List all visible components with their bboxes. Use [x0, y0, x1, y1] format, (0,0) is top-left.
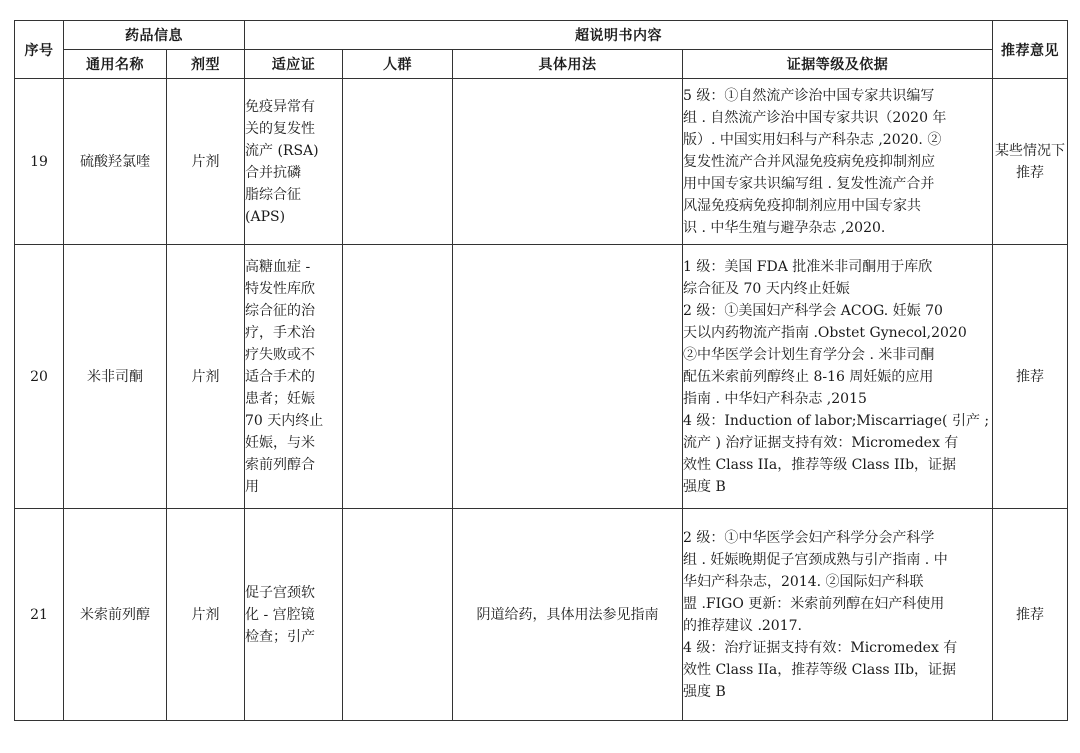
- evidence-line: 效性 Class IIa，推荐等级 Class IIb，证据: [683, 661, 957, 678]
- header-usage: 具体用法: [453, 50, 683, 79]
- header-seq: 序号: [15, 21, 64, 79]
- row-population: [343, 509, 453, 721]
- indication-line: 高糖血症 -: [245, 258, 311, 275]
- indication-line: 合并抗磷: [245, 164, 301, 181]
- evidence-line: 盟 .FIGO 更新：米索前列醇在妇产科使用: [683, 595, 945, 612]
- indication-line: (APS): [245, 208, 286, 225]
- evidence-line: 华妇产科杂志，2014. ②国际妇产科联: [683, 573, 924, 590]
- indication-line: 脂综合征: [245, 186, 301, 203]
- evidence-line: 配伍米索前列醇终止 8-16 周妊娠的应用: [683, 368, 934, 385]
- evidence-line: 指南 . 中华妇产科杂志 ,2015: [683, 390, 867, 407]
- row-recommendation: 推荐: [993, 245, 1068, 509]
- indication-line: 促子宫颈软: [245, 584, 315, 601]
- evidence-line: 1 级：美国 FDA 批准米非司酮用于库欣: [683, 258, 933, 275]
- evidence-line: ②中华医学会计划生育学分会 . 米非司酮: [683, 346, 935, 363]
- evidence-line: 版）. 中国实用妇科与产科杂志 ,2020. ②: [683, 131, 942, 148]
- indication-line: 流产 (RSA): [245, 142, 319, 159]
- indication-line: 关的复发性: [245, 120, 315, 137]
- indication-line: 疗，手术治: [245, 324, 315, 341]
- row-indication: [245, 245, 343, 509]
- evidence-line: 4 级：Induction of labor;Miscarriage( 引产 ;: [683, 412, 990, 429]
- row-indication: [245, 509, 343, 721]
- indication-line: 疗失败或不: [245, 346, 315, 363]
- row-dosage-form: 片剂: [167, 79, 245, 245]
- table-row: [15, 79, 1068, 245]
- row-usage: 阴道给药，具体用法参见指南: [453, 509, 683, 721]
- evidence-line: 强度 B: [683, 478, 726, 495]
- header-drug-info: 药品信息: [64, 21, 245, 50]
- evidence-line: 综合征及 70 天内终止妊娠: [683, 280, 850, 297]
- evidence-line: 识 . 中华生殖与避孕杂志 ,2020.: [683, 219, 886, 236]
- row-population: [343, 245, 453, 509]
- evidence-line: 2 级：①美国妇产科学会 ACOG. 妊娠 70: [683, 302, 943, 319]
- row-recommendation: 某些情况下推荐: [993, 79, 1068, 245]
- row-seq: 20: [15, 245, 64, 509]
- row-seq: 19: [15, 79, 64, 245]
- indication-line: 妊娠，与米: [245, 434, 315, 451]
- indication-line: 患者；妊娠: [245, 390, 315, 407]
- row-drug-name: 米非司酮: [64, 245, 167, 509]
- row-usage: [453, 245, 683, 509]
- evidence-line: 天以内药物流产指南 .Obstet Gynecol,2020: [683, 324, 967, 341]
- row-drug-name: 硫酸羟氯喹: [64, 79, 167, 245]
- table-row: [15, 245, 1068, 509]
- header-row-top: [15, 21, 1068, 50]
- evidence-line: 复发性流产合并风湿免疫病免疫抑制剂应: [683, 153, 935, 170]
- header-row-sub: [15, 50, 1068, 79]
- row-recommendation: 推荐: [993, 509, 1068, 721]
- row-evidence: [683, 245, 993, 509]
- row-evidence: [683, 79, 993, 245]
- evidence-line: 风湿免疫病免疫抑制剂应用中国专家共: [683, 197, 921, 214]
- indication-line: 70 天内终止: [245, 412, 324, 429]
- offlabel-drug-table: [14, 20, 1068, 721]
- row-drug-name: 米索前列醇: [64, 509, 167, 721]
- evidence-line: 用中国专家共识编写组 . 复发性流产合并: [683, 175, 935, 192]
- evidence-line: 5 级：①自然流产诊治中国专家共识编写: [683, 87, 935, 104]
- indication-line: 综合征的治: [245, 302, 315, 319]
- row-dosage-form: 片剂: [167, 509, 245, 721]
- header-generic-name: 通用名称: [64, 50, 167, 79]
- evidence-line: 4 级：治疗证据支持有效：Micromedex 有: [683, 639, 958, 656]
- row-usage: [453, 79, 683, 245]
- header-offlabel: 超说明书内容: [245, 21, 993, 50]
- indication-line: 免疫异常有: [245, 98, 315, 115]
- header-dosage-form: 剂型: [167, 50, 245, 79]
- row-indication: [245, 79, 343, 245]
- evidence-line: 流产 ) 治疗证据支持有效：Micromedex 有: [683, 434, 959, 451]
- header-population: 人群: [343, 50, 453, 79]
- evidence-line: 强度 B: [683, 683, 726, 700]
- indication-line: 检查；引产: [245, 628, 315, 645]
- evidence-line: 组 . 妊娠晚期促子宫颈成熟与引产指南 . 中: [683, 551, 948, 568]
- evidence-line: 组 . 自然流产诊治中国专家共识（2020 年: [683, 109, 947, 126]
- evidence-line: 2 级：①中华医学会妇产科学分会产科学: [683, 529, 935, 546]
- indication-line: 特发性库欣: [245, 280, 315, 297]
- row-population: [343, 79, 453, 245]
- row-dosage-form: 片剂: [167, 245, 245, 509]
- row-evidence: [683, 509, 993, 721]
- header-recommendation: 推荐意见: [993, 21, 1068, 79]
- row-seq: 21: [15, 509, 64, 721]
- header-indication: 适应证: [245, 50, 343, 79]
- header-evidence: 证据等级及依据: [683, 50, 993, 79]
- indication-line: 索前列醇合: [245, 456, 315, 473]
- table-row: [15, 509, 1068, 721]
- indication-line: 适合手术的: [245, 368, 315, 385]
- indication-line: 化 - 宫腔镜: [245, 606, 315, 623]
- evidence-line: 效性 Class IIa，推荐等级 Class IIb，证据: [683, 456, 957, 473]
- indication-line: 用: [245, 478, 259, 495]
- evidence-line: 的推荐建议 .2017.: [683, 617, 802, 634]
